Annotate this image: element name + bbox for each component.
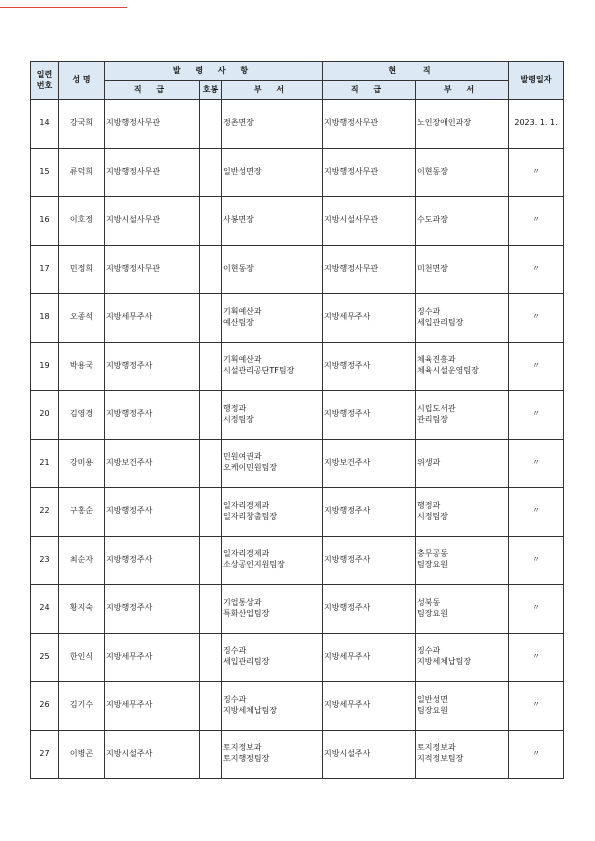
appointment-date-cell: 〃 <box>509 585 564 634</box>
serial-number-cell: 18 <box>31 294 59 343</box>
current-department-cell <box>416 342 509 391</box>
table-row <box>31 245 564 294</box>
hobong-cell <box>200 100 222 149</box>
new-rank-cell: 지방행정사무관 <box>105 148 200 197</box>
header-current-position: 현 직 <box>323 62 509 81</box>
person-name-cell: 강국희 <box>59 100 105 149</box>
new-rank-cell: 지방행정사무관 <box>105 245 200 294</box>
current-rank-cell: 지방행정주사 <box>323 585 416 634</box>
hobong-cell <box>200 294 222 343</box>
current-department-cell <box>416 682 509 731</box>
current-department-cell-line: 수도과장 <box>417 215 448 225</box>
personnel-appointment-table <box>30 61 564 779</box>
table-row <box>31 391 564 440</box>
hobong-cell <box>200 245 222 294</box>
appointment-date-cell: 2023. 1. 1. <box>509 100 564 149</box>
current-department-cell-line: 관리팀장 <box>417 414 448 424</box>
current-rank-cell: 지방행정사무관 <box>323 100 416 149</box>
current-department-cell-line: 위생과 <box>417 457 441 467</box>
current-department-cell-line: 체육진흥과 <box>417 355 456 365</box>
new-department-cell-line: 오케이민원팀장 <box>223 463 278 473</box>
header-appointment: 발 령 사 항 <box>105 62 323 81</box>
appointment-date-cell: 〃 <box>509 294 564 343</box>
current-department-cell-line: 노인장애인과장 <box>417 118 472 128</box>
current-department-cell <box>416 439 509 488</box>
current-department-cell-line: 성북동 <box>417 597 441 607</box>
person-name-cell: 박용국 <box>59 342 105 391</box>
person-name-cell: 류덕희 <box>59 148 105 197</box>
table-body <box>31 100 564 779</box>
person-name-cell: 민정희 <box>59 245 105 294</box>
serial-number-cell: 14 <box>31 100 59 149</box>
header-current-department: 부 서 <box>416 81 509 100</box>
new-department-cell-line: 일반성면장 <box>223 166 262 176</box>
serial-number-cell: 17 <box>31 245 59 294</box>
current-rank-cell: 지방시설사무관 <box>323 197 416 246</box>
current-rank-cell: 지방행정주사 <box>323 342 416 391</box>
new-department-cell <box>222 100 323 149</box>
new-department-cell <box>222 439 323 488</box>
current-rank-cell: 지방행정사무관 <box>323 148 416 197</box>
appointment-date-cell: 〃 <box>509 148 564 197</box>
serial-number-cell: 20 <box>31 391 59 440</box>
new-department-cell-line: 기획예산과 <box>223 355 262 365</box>
new-rank-cell: 지방행정주사 <box>105 342 200 391</box>
current-department-cell <box>416 100 509 149</box>
new-department-cell <box>222 488 323 537</box>
person-name-cell: 한인식 <box>59 633 105 682</box>
header-current-rank: 직 급 <box>323 81 416 100</box>
new-department-cell <box>222 682 323 731</box>
new-department-cell-line: 특화산업팀장 <box>223 608 270 618</box>
header-department: 부 서 <box>222 81 323 100</box>
new-department-cell-line: 징수과 <box>223 646 247 656</box>
new-department-cell <box>222 148 323 197</box>
appointment-date-cell: 〃 <box>509 682 564 731</box>
top-accent-rule <box>0 7 127 8</box>
table-row <box>31 633 564 682</box>
new-department-cell <box>222 294 323 343</box>
new-department-cell-line: 민원여권과 <box>223 452 262 462</box>
hobong-cell <box>200 439 222 488</box>
person-name-cell: 황지숙 <box>59 585 105 634</box>
person-name-cell: 이병곤 <box>59 730 105 779</box>
table-row <box>31 536 564 585</box>
hobong-cell <box>200 342 222 391</box>
new-department-cell-line: 징수과 <box>223 694 247 704</box>
serial-number-cell: 15 <box>31 148 59 197</box>
current-department-cell <box>416 391 509 440</box>
new-department-cell-line: 일자리창출팀장 <box>223 511 278 521</box>
current-department-cell-line: 팀장요원 <box>417 705 448 715</box>
new-department-cell-line: 토지정보과 <box>223 743 262 753</box>
current-department-cell <box>416 197 509 246</box>
new-department-cell <box>222 342 323 391</box>
person-name-cell: 이호정 <box>59 197 105 246</box>
new-rank-cell: 지방세무주사 <box>105 682 200 731</box>
person-name-cell: 구홍순 <box>59 488 105 537</box>
current-department-cell-line: 팀장요원 <box>417 560 448 570</box>
appointment-date-cell: 〃 <box>509 197 564 246</box>
new-department-cell-line: 일자리경제과 <box>223 549 270 559</box>
table-row <box>31 488 564 537</box>
serial-number-cell: 23 <box>31 536 59 585</box>
current-rank-cell: 지방행정주사 <box>323 391 416 440</box>
serial-number-cell: 22 <box>31 488 59 537</box>
appointment-date-cell: 〃 <box>509 488 564 537</box>
current-department-cell-line: 징수과 <box>417 646 441 656</box>
current-department-cell <box>416 148 509 197</box>
person-name-cell: 최순자 <box>59 536 105 585</box>
new-department-cell-line: 지방세체납팀장 <box>223 705 278 715</box>
serial-number-cell: 19 <box>31 342 59 391</box>
appointment-date-cell: 〃 <box>509 439 564 488</box>
hobong-cell <box>200 197 222 246</box>
hobong-cell <box>200 488 222 537</box>
serial-number-cell: 16 <box>31 197 59 246</box>
serial-number-cell: 21 <box>31 439 59 488</box>
table-row <box>31 730 564 779</box>
current-department-cell-line: 팀장요원 <box>417 608 448 618</box>
appointment-date-cell: 〃 <box>509 536 564 585</box>
current-rank-cell: 지방행정주사 <box>323 488 416 537</box>
header-rank: 직 급 <box>105 81 200 100</box>
table-row <box>31 294 564 343</box>
hobong-cell <box>200 391 222 440</box>
new-rank-cell: 지방시설사무관 <box>105 197 200 246</box>
current-department-cell <box>416 536 509 585</box>
new-department-cell-line: 세입관리팀장 <box>223 657 270 667</box>
new-department-cell <box>222 391 323 440</box>
current-rank-cell: 지방세무주사 <box>323 633 416 682</box>
current-department-cell-line: 체육시설운영팀장 <box>417 366 479 376</box>
hobong-cell <box>200 633 222 682</box>
new-department-cell-line: 정촌면장 <box>223 118 254 128</box>
hobong-cell <box>200 682 222 731</box>
new-department-cell-line: 행정과 <box>223 403 247 413</box>
new-department-cell <box>222 633 323 682</box>
current-rank-cell: 지방세무주사 <box>323 682 416 731</box>
table-row <box>31 100 564 149</box>
current-rank-cell: 지방행정사무관 <box>323 245 416 294</box>
new-rank-cell: 지방행정주사 <box>105 536 200 585</box>
current-department-cell-line: 일반성면 <box>417 694 448 704</box>
new-department-cell-line: 일자리경제과 <box>223 500 270 510</box>
current-department-cell-line: 충무공동 <box>417 549 448 559</box>
table-row <box>31 682 564 731</box>
new-department-cell-line: 사봉면장 <box>223 215 254 225</box>
current-department-cell <box>416 633 509 682</box>
new-rank-cell: 지방시설주사 <box>105 730 200 779</box>
current-rank-cell: 지방시설주사 <box>323 730 416 779</box>
current-department-cell-line: 미천면장 <box>417 263 448 273</box>
current-department-cell <box>416 730 509 779</box>
new-department-cell-line: 시정팀장 <box>223 414 254 424</box>
new-department-cell-line: 예산팀장 <box>223 317 254 327</box>
new-rank-cell: 지방보건주사 <box>105 439 200 488</box>
appointment-date-cell: 〃 <box>509 342 564 391</box>
serial-number-cell: 27 <box>31 730 59 779</box>
hobong-cell <box>200 148 222 197</box>
new-department-cell-line: 토지행정팀장 <box>223 754 270 764</box>
new-department-cell-line: 기획예산과 <box>223 306 262 316</box>
table-row <box>31 148 564 197</box>
current-department-cell <box>416 245 509 294</box>
current-department-cell-line: 시립도서관 <box>417 403 456 413</box>
serial-number-cell: 24 <box>31 585 59 634</box>
new-rank-cell: 지방행정주사 <box>105 391 200 440</box>
new-rank-cell: 지방세무주사 <box>105 294 200 343</box>
new-department-cell-line: 기업통상과 <box>223 597 262 607</box>
person-name-cell: 김영경 <box>59 391 105 440</box>
new-department-cell <box>222 536 323 585</box>
new-department-cell <box>222 585 323 634</box>
appointment-date-cell: 〃 <box>509 633 564 682</box>
new-department-cell <box>222 730 323 779</box>
header-name: 성 명 <box>59 62 105 100</box>
new-rank-cell: 지방세무주사 <box>105 633 200 682</box>
appointment-date-cell: 〃 <box>509 391 564 440</box>
table-row <box>31 439 564 488</box>
current-rank-cell: 지방행정주사 <box>323 536 416 585</box>
header-serial-no: 일련 번호 <box>31 62 59 100</box>
appointment-date-cell: 〃 <box>509 730 564 779</box>
current-department-cell <box>416 488 509 537</box>
serial-number-cell: 26 <box>31 682 59 731</box>
current-department-cell-line: 지방세체납팀장 <box>417 657 472 667</box>
new-department-cell-line: 시설관리공단TF팀장 <box>223 366 295 376</box>
new-rank-cell: 지방행정주사 <box>105 488 200 537</box>
current-rank-cell: 지방세무주사 <box>323 294 416 343</box>
table-row <box>31 197 564 246</box>
current-department-cell <box>416 585 509 634</box>
current-department-cell-line: 징수과 <box>417 306 441 316</box>
new-department-cell <box>222 245 323 294</box>
current-rank-cell: 지방보건주사 <box>323 439 416 488</box>
appointment-date-cell: 〃 <box>509 245 564 294</box>
table-row <box>31 585 564 634</box>
header-hobong: 호봉 <box>200 81 222 100</box>
current-department-cell <box>416 294 509 343</box>
header-appointment-date: 발령일자 <box>509 62 564 100</box>
person-name-cell: 김기수 <box>59 682 105 731</box>
hobong-cell <box>200 585 222 634</box>
current-department-cell-line: 지적정보팀장 <box>417 754 464 764</box>
hobong-cell <box>200 536 222 585</box>
new-department-cell-line: 이현동장 <box>223 263 254 273</box>
current-department-cell-line: 이현동장 <box>417 166 448 176</box>
current-department-cell-line: 토지정보과 <box>417 743 456 753</box>
current-department-cell-line: 세입관리팀장 <box>417 317 464 327</box>
new-department-cell-line: 소상공인지원팀장 <box>223 560 285 570</box>
table-row <box>31 342 564 391</box>
person-name-cell: 오종석 <box>59 294 105 343</box>
new-rank-cell: 지방행정주사 <box>105 585 200 634</box>
current-department-cell-line: 행정과 <box>417 500 441 510</box>
new-department-cell <box>222 197 323 246</box>
person-name-cell: 강미용 <box>59 439 105 488</box>
hobong-cell <box>200 730 222 779</box>
new-rank-cell: 지방행정사무관 <box>105 100 200 149</box>
current-department-cell-line: 시정팀장 <box>417 511 448 521</box>
serial-number-cell: 25 <box>31 633 59 682</box>
